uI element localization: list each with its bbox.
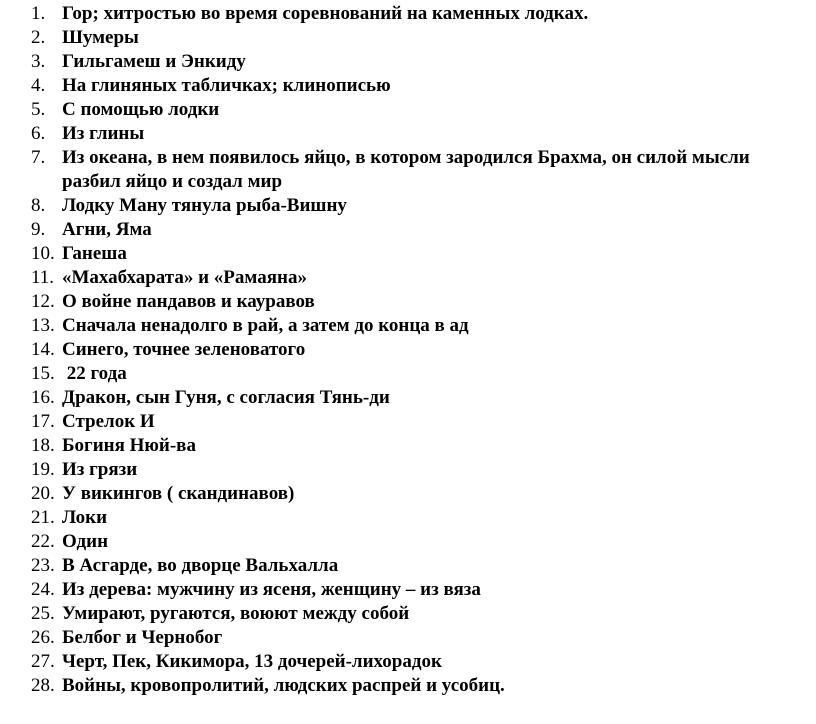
- item-text: Из грязи: [62, 459, 138, 480]
- item-text: Локи: [62, 507, 108, 528]
- list-item: [0, 554, 816, 578]
- item-text: Ганеша: [62, 243, 127, 264]
- list-item: [0, 218, 816, 242]
- list-item: [0, 290, 816, 314]
- item-number: 7.: [31, 147, 46, 168]
- list-item: [0, 266, 816, 290]
- list-item: [0, 410, 816, 434]
- item-number: 24.: [31, 579, 55, 600]
- list-item: [0, 362, 816, 386]
- item-number: 14.: [31, 339, 55, 360]
- item-number: 18.: [31, 435, 55, 456]
- item-text: Синего, точнее зеленоватого: [62, 339, 306, 360]
- list-item: [0, 26, 816, 50]
- list-item: [0, 674, 816, 698]
- list-item: [0, 314, 816, 338]
- list-item: [0, 194, 816, 218]
- item-number: 9.: [31, 219, 46, 240]
- item-text: Гильгамеш и Энкиду: [62, 51, 246, 72]
- item-text: О войне пандавов и кауравов: [62, 291, 315, 312]
- item-text: С помощью лодки: [62, 99, 220, 120]
- item-text: 22 года: [62, 363, 127, 384]
- list-item: [0, 434, 816, 458]
- item-number: 19.: [31, 459, 55, 480]
- list-item: [0, 578, 816, 602]
- item-text: На глиняных табличках; клинописью: [62, 75, 391, 96]
- item-text: Умирают, ругаются, воюют между собой: [62, 603, 410, 624]
- item-number: 23.: [31, 555, 55, 576]
- item-text: Лодку Ману тянула рыба-Вишну: [62, 195, 347, 216]
- list-item: [0, 98, 816, 122]
- list-item: [0, 458, 816, 482]
- list-item: [0, 506, 816, 530]
- item-text: Из глины: [62, 123, 145, 144]
- list-item: [0, 2, 816, 26]
- item-number: 17.: [31, 411, 55, 432]
- item-text: Гор; хитростью во время соревнований на каменных лодках.: [62, 3, 589, 24]
- item-text: У викингов ( скандинавов): [62, 483, 295, 504]
- item-number: 8.: [31, 195, 46, 216]
- item-number: 16.: [31, 387, 55, 408]
- list-item: [0, 146, 816, 194]
- item-text: Белбог и Чернобог: [62, 627, 223, 648]
- item-number: 10.: [31, 243, 55, 264]
- item-text: Дракон, сын Гуня, с согласия Тянь-ди: [62, 387, 390, 408]
- item-number: 22.: [31, 531, 55, 552]
- list-item: [0, 530, 816, 554]
- item-number: 2.: [31, 27, 46, 48]
- item-text: В Асгарде, во дворце Вальхалла: [62, 555, 339, 576]
- item-text: Из дерева: мужчину из ясеня, женщину – из вяза: [62, 579, 481, 600]
- list-item: [0, 602, 816, 626]
- item-number: 1.: [31, 3, 46, 24]
- item-number: 6.: [31, 123, 46, 144]
- item-number: 12.: [31, 291, 55, 312]
- list-item: [0, 50, 816, 74]
- item-number: 27.: [31, 651, 55, 672]
- list-item: [0, 482, 816, 506]
- item-text: Один: [62, 531, 109, 552]
- item-number: 11.: [31, 267, 55, 288]
- item-number: 4.: [31, 75, 46, 96]
- list-item: [0, 122, 816, 146]
- item-number: 15.: [31, 363, 55, 384]
- item-number: 3.: [31, 51, 46, 72]
- item-text: Черт, Пек, Кикимора, 13 дочерей-лихорадок: [62, 651, 442, 672]
- item-number: 5.: [31, 99, 46, 120]
- list-item: [0, 338, 816, 362]
- list-item: [0, 242, 816, 266]
- item-text: Сначала ненадолго в рай, а затем до конца в ад: [62, 315, 469, 336]
- item-text: Войны, кровопролитий, людских распрей и усобиц.: [62, 675, 505, 696]
- item-number: 26.: [31, 627, 55, 648]
- answer-list: [0, 2, 816, 698]
- item-text: «Махабхарата» и «Рамаяна»: [62, 267, 307, 288]
- item-text: Богиня Нюй-ва: [62, 435, 196, 456]
- list-item: [0, 74, 816, 98]
- item-text: Шумеры: [62, 27, 139, 48]
- item-text: Стрелок И: [62, 411, 155, 432]
- list-item: [0, 650, 816, 674]
- item-number: 13.: [31, 315, 55, 336]
- list-item: [0, 626, 816, 650]
- item-number: 28.: [31, 675, 55, 696]
- item-text: Из океана, в нем появилось яйцо, в котором зародился Брахма, он силой мысли разбил яйцо и создал мир: [62, 147, 750, 192]
- item-text: Агни, Яма: [62, 219, 152, 240]
- item-number: 20.: [31, 483, 55, 504]
- item-number: 25.: [31, 603, 55, 624]
- item-number: 21.: [31, 507, 55, 528]
- list-item: [0, 386, 816, 410]
